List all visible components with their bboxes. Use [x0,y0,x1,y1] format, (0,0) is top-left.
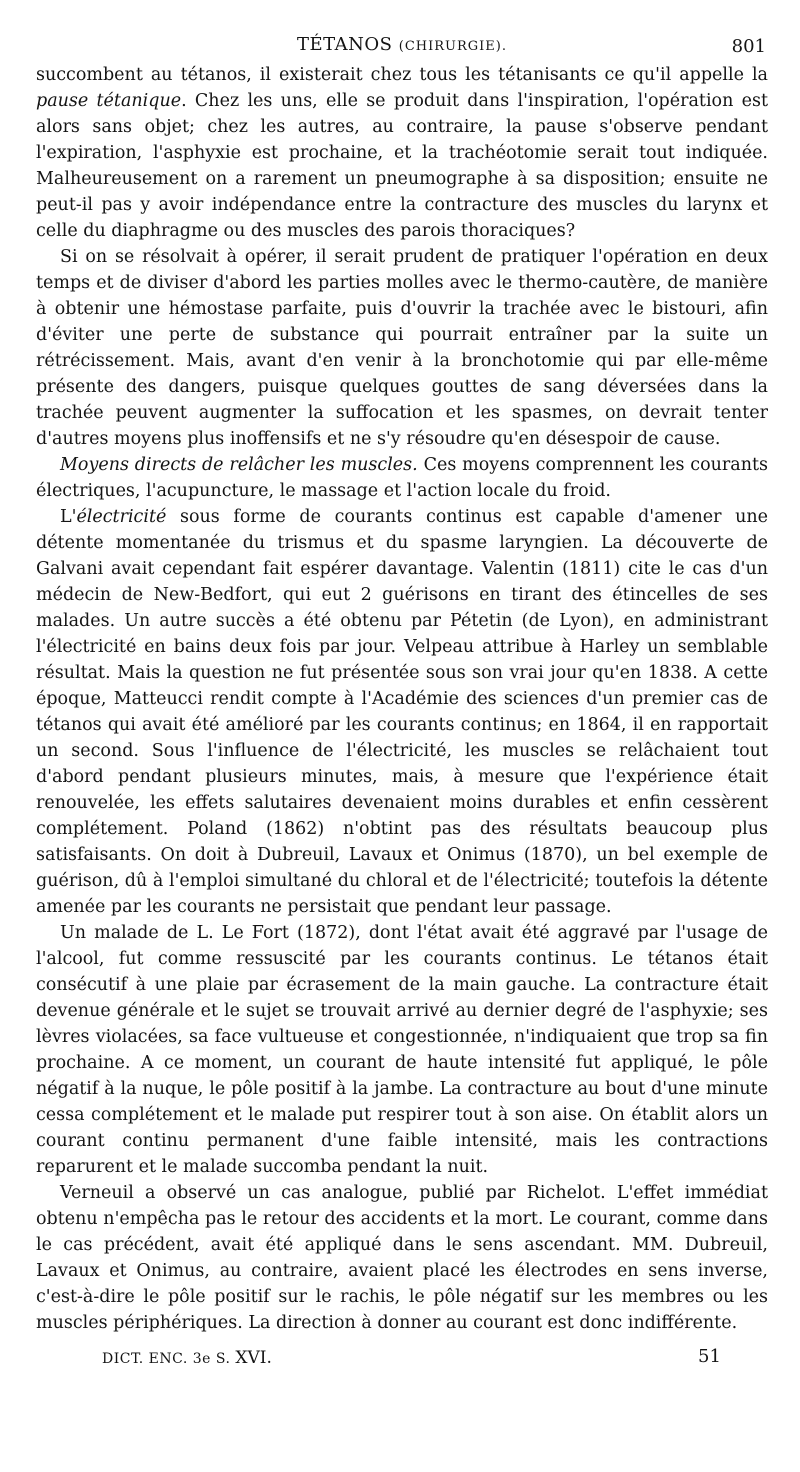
paragraph-4-italic-term: électricité [76,507,167,527]
paragraph-1 [36,62,768,244]
paragraph-4-text-a: L' [60,507,77,527]
page-footer [36,1344,768,1374]
paragraph-1-text-a: succombent au tétanos, il existerait chez tous les tétanisants ce qu'il appelle la [36,65,768,85]
paragraph-3-text: Ces moyens comprennent les courants électriques, l'acupuncture, le massage et l'action locale du froid. [36,455,768,501]
page-number: 801 [731,36,766,57]
paragraph-6: Verneuil a observé un cas analogue, publié par Richelot. L'effet immédiat obtenu n'empêcha pas le retour des accidents et la mort. Le courant, comme dans le cas précédent, avait été appliqué dans le sens ascendant. MM. Dubreuil, Lavaux et Onimus, au contraire, avaient placé les électrodes en sens inverse, c'est-à-dire le pôle positif sur le rachis, le pôle négatif sur les membres ou les muscles périphériques. La direction à donner au courant est donc indifférente. [36,1183,768,1333]
running-header [36,32,768,62]
running-title-main: TÉTANOS [297,34,393,55]
running-title [36,34,768,55]
signature-mark [102,1348,272,1368]
sheet-number: 51 [698,1346,721,1367]
running-title-subtitle: (CHIRURGIE). [398,39,507,54]
paragraph-4-text-b: sous forme de courants continus est capable d'amener une détente momentanée du trismus et du spasme laryngien. La découverte de Galvani avait cependant fait espérer davantage. Valentin (1811) cite le cas d'un médecin de New-Bedfort, qui eut 2 guérisons en tirant des étincelles de ses malades. Un autre succès a été obtenu par Pétetin (de Lyon), en administrant l'électricité en bains deux fois par jour. Velpeau attribue à Harley un semblable résultat. Mais la question ne fut présentée sous son vrai jour qu'en 1838. A cette époque, Matteucci rendit compte à l'Académie des sciences d'un premier cas de tétanos qui avait été amélioré par les courants continus; en 1864, il en rapportait un second. Sous l'influence de l'électricité, les muscles se relâchaient tout d'abord pendant plusieurs minutes, mais, à mesure que l'expérience était renouvelée, les effets salutaires devenaient moins durables et enfin cessèrent complétement. Poland (1862) n'obtint pas des résultats beaucoup plus satisfaisants. On doit à Dubreuil, Lavaux et Onimus (1870), un bel exemple de guérison, dû à l'emploi simultané du chloral et de l'électricité; toutefois la détente amenée par les courants ne persistait que pendant leur passage. [36,507,768,917]
signature-text: DICT. ENC. 3e S. [102,1351,231,1367]
body-text [36,62,768,1336]
section-heading-moyens-directs: Moyens directs de relâcher les muscles. [60,455,418,475]
paragraph-2: Si on se résolvait à opérer, il serait prudent de pratiquer l'opération en deux temps et de diviser d'abord les parties molles avec le thermo-cautère, de manière à obtenir une hémostase parfaite, puis d'ouvrir la trachée avec le bistouri, afin d'éviter une perte de substance qui pourrait entraîner par la suite un rétrécissement. Mais, avant d'en venir à la bronchotomie qui par elle-même présente des dangers, puisque quelques gouttes de sang déversées dans la trachée peuvent augmenter la suffocation et les spasmes, on devrait tenter d'autres moyens plus inoffensifs et ne s'y résoudre qu'en désespoir de cause. [36,247,768,449]
paragraph-1-text-b: . Chez les uns, elle se produit dans l'inspiration, l'opération est alors sans objet; chez les autres, au contraire, la pause s'observe pendant l'expiration, l'asphyxie est prochaine, et la trachéotomie serait tout indiquée. Malheureusement on a rarement un pneumographe à sa disposition; ensuite ne peut-il pas y avoir indépendance entre la contracture des muscles du larynx et celle du diaphragme ou des muscles des parois thoraciques? [36,91,768,241]
paragraph-3 [36,452,768,504]
paragraph-5: Un malade de L. Le Fort (1872), dont l'état avait été aggravé par l'usage de l'alcool, fut comme ressuscité par les courants continus. Le tétanos était consécutif à une plaie par écrasement de la main gauche. La contracture était devenue générale et le sujet se trouvait arrivé au dernier degré de l'asphyxie; ses lèvres violacées, sa face vultueuse et congestionnée, n'indiquaient que trop sa fin prochaine. A ce moment, un courant de haute intensité fut appliqué, le pôle négatif à la nuque, le pôle positif à la jambe. La contracture au bout d'une minute cessa complétement et le malade put respirer tout à son aise. On établit alors un courant continu permanent d'une faible intensité, mais les contractions reparurent et le malade succomba pendant la nuit. [36,923,768,1177]
volume-number: XVI. [235,1348,272,1368]
paragraph-1-italic-term: pause tétanique [36,91,182,111]
paragraph-4 [36,504,768,920]
